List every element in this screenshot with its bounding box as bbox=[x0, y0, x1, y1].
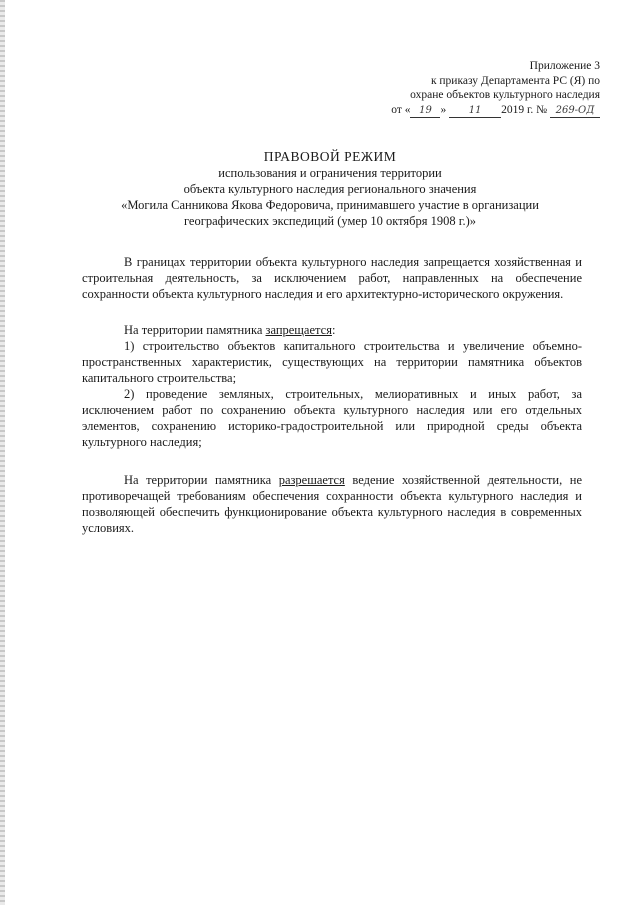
paragraph-gap bbox=[82, 450, 582, 472]
paragraph-boundaries: В границах территории объекта культурного наследия запрещается хозяйственная и строительная деятельность, за исключением работ, направленных на обеспечение сохранности объекта культурного наследия и его архитектурно-исторического окружения. bbox=[82, 255, 582, 301]
title-subtitle-2: объекта культурного наследия регионального значения bbox=[183, 182, 477, 196]
date-day-handwritten: 19 bbox=[410, 105, 440, 118]
paragraph-gap bbox=[82, 302, 582, 322]
document-title: ПРАВОВОЙ РЕЖИМ bbox=[263, 149, 397, 164]
appendix-department: охране объектов культурного наследия bbox=[410, 89, 600, 101]
date-mid: » bbox=[440, 103, 447, 116]
order-number-handwritten: 269-ОД bbox=[550, 105, 600, 118]
paragraph-allowed bbox=[82, 472, 582, 536]
appendix-number: Приложение 3 bbox=[529, 60, 600, 72]
date-prefix: от « bbox=[391, 103, 411, 116]
list-item-2: 2) проведение земляных, строительных, мелиоративных и иных работ, за исключением работ по сохранению объекта культурного наследия или его отдельных элементов, сохранению историко-градостроительной или природной среды объекта культурного наследия; bbox=[82, 387, 582, 449]
document-body bbox=[82, 254, 582, 536]
appendix-header bbox=[340, 59, 600, 118]
title-subtitle-4: географических экспедиций (умер 10 октября 1908 г.)» bbox=[183, 214, 477, 228]
prohibited-intro-text: На территории памятника bbox=[124, 323, 266, 337]
prohibited-underlined-word: запрещается bbox=[265, 323, 332, 337]
scan-edge bbox=[0, 0, 5, 905]
list-item-1: 1) строительство объектов капитального строительства и увеличение объемно- пространственных характеристик, существующих на территории памятника объектов капитального строительства; bbox=[82, 339, 582, 385]
title-subtitle-1: использования и ограничения территории bbox=[218, 166, 442, 180]
paragraph-prohibited-intro bbox=[82, 322, 582, 338]
allowed-underlined-word: разрешается bbox=[278, 473, 345, 487]
appendix-order-ref: к приказу Департамента РС (Я) по bbox=[430, 74, 600, 87]
allowed-rest-text: ведение хозяйственной деятельности, не противоречащей требованиям обеспечения сохранности объекта культурного наследия и позволяющей обеспечить функционирование объекта культурного наследия в современных условиях. bbox=[82, 473, 583, 535]
prohibited-colon: : bbox=[331, 323, 336, 337]
date-month-handwritten: 11 bbox=[449, 105, 501, 118]
date-year: 2019 г. № bbox=[501, 103, 548, 116]
title-block bbox=[70, 148, 590, 229]
allowed-intro-text: На территории памятника bbox=[124, 473, 279, 487]
appendix-date-line bbox=[340, 103, 600, 118]
title-subtitle-3: «Могила Санникова Якова Федоровича, принимавшего участие в организации bbox=[121, 198, 539, 212]
